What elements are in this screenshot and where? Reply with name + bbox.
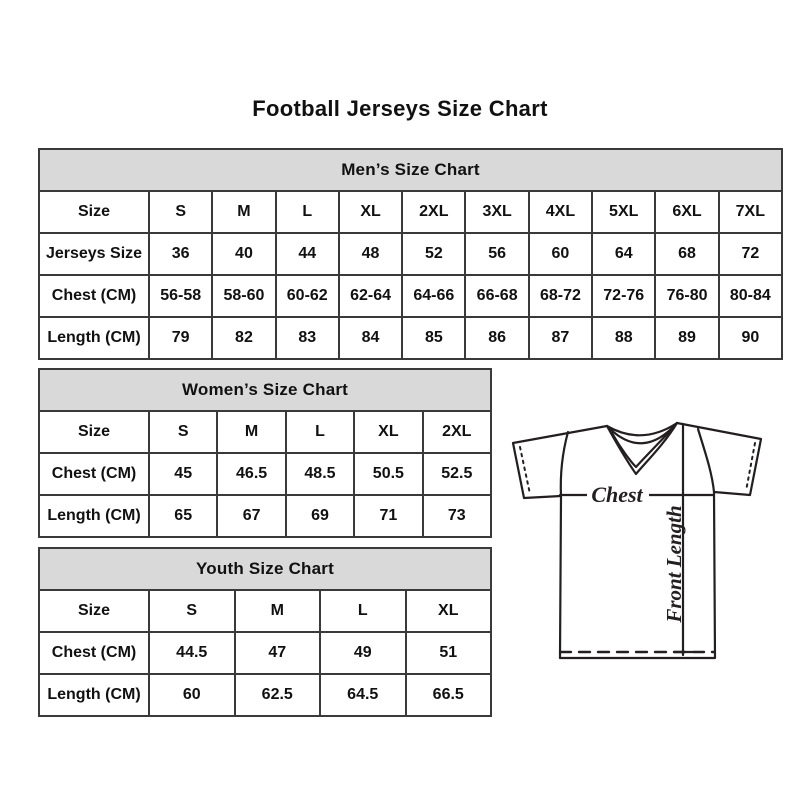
- value-cell: 64: [592, 233, 655, 275]
- value-cell: M: [217, 411, 285, 453]
- jersey-outline: [513, 423, 761, 658]
- value-cell: 89: [655, 317, 718, 359]
- table-row: [39, 495, 491, 537]
- value-cell: 60: [529, 233, 592, 275]
- value-cell: 87: [529, 317, 592, 359]
- table-row: [39, 233, 782, 275]
- value-cell: 60-62: [276, 275, 339, 317]
- value-cell: 51: [406, 632, 492, 674]
- value-cell: 83: [276, 317, 339, 359]
- value-cell: 80-84: [719, 275, 782, 317]
- value-cell: 2XL: [402, 191, 465, 233]
- value-cell: L: [286, 411, 354, 453]
- womens-size-chart-table: [38, 368, 492, 538]
- value-cell: 48.5: [286, 453, 354, 495]
- value-cell: M: [212, 191, 275, 233]
- table-row: [39, 453, 491, 495]
- value-cell: 44: [276, 233, 339, 275]
- value-cell: 66-68: [465, 275, 528, 317]
- row-label: Chest (CM): [39, 632, 149, 674]
- table-title: Women’s Size Chart: [39, 369, 491, 411]
- value-cell: 68-72: [529, 275, 592, 317]
- mens-size-chart-table: [38, 148, 783, 360]
- table-title: Men’s Size Chart: [39, 149, 782, 191]
- value-cell: 79: [149, 317, 212, 359]
- value-cell: 82: [212, 317, 275, 359]
- value-cell: S: [149, 191, 212, 233]
- value-cell: 6XL: [655, 191, 718, 233]
- value-cell: 65: [149, 495, 217, 537]
- value-cell: 62-64: [339, 275, 402, 317]
- jersey-illustration: [505, 412, 767, 662]
- value-cell: 90: [719, 317, 782, 359]
- table-row: [39, 590, 491, 632]
- front-length-measure-label: Front Length: [662, 505, 686, 623]
- value-cell: 5XL: [592, 191, 655, 233]
- value-cell: S: [149, 411, 217, 453]
- chest-measure-label: Chest: [591, 482, 643, 507]
- value-cell: L: [276, 191, 339, 233]
- left-armhole-seam: [561, 432, 568, 496]
- value-cell: L: [320, 590, 406, 632]
- value-cell: 44.5: [149, 632, 235, 674]
- value-cell: 72-76: [592, 275, 655, 317]
- value-cell: M: [235, 590, 321, 632]
- value-cell: 52.5: [423, 453, 491, 495]
- value-cell: 73: [423, 495, 491, 537]
- value-cell: 85: [402, 317, 465, 359]
- value-cell: 56: [465, 233, 528, 275]
- table-row: [39, 191, 782, 233]
- value-cell: 84: [339, 317, 402, 359]
- value-cell: 45: [149, 453, 217, 495]
- jersey-measurement-diagram: [505, 412, 767, 662]
- table-title: Youth Size Chart: [39, 548, 491, 590]
- value-cell: 36: [149, 233, 212, 275]
- row-label: Size: [39, 590, 149, 632]
- value-cell: 64-66: [402, 275, 465, 317]
- page-title: Football Jerseys Size Chart: [252, 96, 548, 121]
- value-cell: 66.5: [406, 674, 492, 716]
- value-cell: 46.5: [217, 453, 285, 495]
- value-cell: 50.5: [354, 453, 422, 495]
- collar-inner-arc: [607, 423, 677, 443]
- table-row: [39, 275, 782, 317]
- value-cell: 68: [655, 233, 718, 275]
- value-cell: XL: [354, 411, 422, 453]
- value-cell: XL: [406, 590, 492, 632]
- value-cell: 7XL: [719, 191, 782, 233]
- value-cell: 2XL: [423, 411, 491, 453]
- table-row: [39, 632, 491, 674]
- row-label: Chest (CM): [39, 453, 149, 495]
- value-cell: 56-58: [149, 275, 212, 317]
- row-label: Chest (CM): [39, 275, 149, 317]
- value-cell: 3XL: [465, 191, 528, 233]
- value-cell: 40: [212, 233, 275, 275]
- value-cell: 86: [465, 317, 528, 359]
- row-label: Length (CM): [39, 674, 149, 716]
- value-cell: 64.5: [320, 674, 406, 716]
- value-cell: 76-80: [655, 275, 718, 317]
- table-row: [39, 317, 782, 359]
- value-cell: 48: [339, 233, 402, 275]
- row-label: Size: [39, 191, 149, 233]
- youth-size-chart-table: [38, 547, 492, 717]
- table-row: [39, 411, 491, 453]
- value-cell: 58-60: [212, 275, 275, 317]
- table-row: [39, 674, 491, 716]
- value-cell: 49: [320, 632, 406, 674]
- value-cell: 60: [149, 674, 235, 716]
- value-cell: XL: [339, 191, 402, 233]
- value-cell: 47: [235, 632, 321, 674]
- right-armhole-seam: [698, 429, 714, 492]
- value-cell: 67: [217, 495, 285, 537]
- row-label: Length (CM): [39, 495, 149, 537]
- right-cuff-stitch-line: [746, 443, 755, 491]
- value-cell: S: [149, 590, 235, 632]
- value-cell: 62.5: [235, 674, 321, 716]
- row-label: Size: [39, 411, 149, 453]
- row-label: Jerseys Size: [39, 233, 149, 275]
- value-cell: 4XL: [529, 191, 592, 233]
- value-cell: 52: [402, 233, 465, 275]
- value-cell: 72: [719, 233, 782, 275]
- value-cell: 69: [286, 495, 354, 537]
- value-cell: 88: [592, 317, 655, 359]
- row-label: Length (CM): [39, 317, 149, 359]
- value-cell: 71: [354, 495, 422, 537]
